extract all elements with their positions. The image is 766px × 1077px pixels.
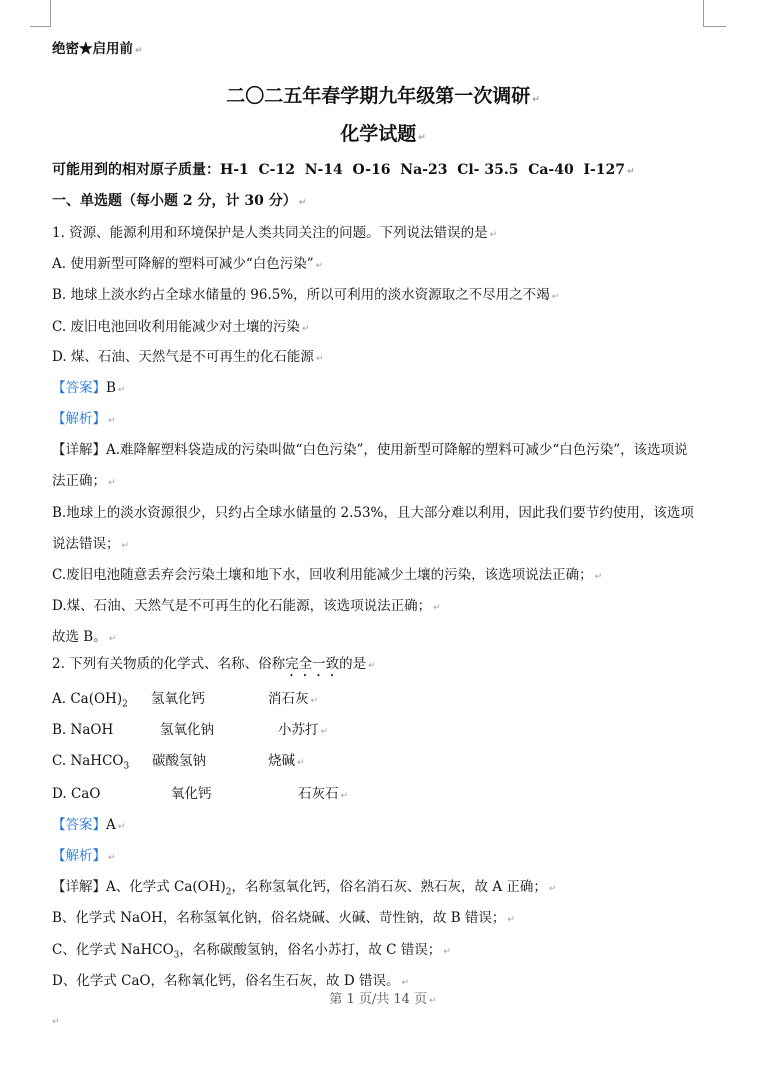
question-1-detail-b: B.地球上的淡水资源很少，只约占全球水储量的 2.53%，且大部分难以利用，因此我们要节约使用，该选项	[52, 505, 694, 521]
paragraph-mark-icon: ↵	[507, 915, 515, 925]
question-2-option-c: C. NaHCO$_3$ 碳酸氢钠 烧碱 ↵	[52, 753, 305, 772]
question-2-option-d: D. CaO 氧化钙 石灰石 ↵	[52, 786, 349, 802]
question-1-option-d: D. 煤、石油、天然气是不可再生的化石能源 ↵	[52, 349, 324, 365]
paragraph-mark-icon: ↵	[368, 661, 376, 671]
paragraph-mark-icon: ↵	[418, 133, 426, 143]
atomic-masses: 可能用到的相对原子质量：H-1 C-12 N-14 O-16 Na-23 Cl- 35.5 Ca-40 I-127 ↵	[52, 162, 635, 178]
paragraph-mark-icon: ↵	[551, 292, 560, 302]
question-1-detail-a-cont: 法正确； ↵	[52, 473, 116, 489]
crop-mark-right	[703, 0, 726, 27]
question-1-stem: 1. 资源、能源利用和环境保护是人类共同关注的问题。下列说法错误的是 ↵	[52, 225, 498, 241]
page-subtitle: 化学试题 ↵	[340, 123, 426, 145]
trailing-paragraph	[52, 1011, 60, 1031]
answer-tag: 【答案】	[52, 380, 106, 396]
question-2-detail-d: D、化学式 CaO，名称氧化钙，俗名生石灰，故 D 错误。 ↵	[52, 973, 410, 989]
detail-tag: 【详解】	[52, 879, 106, 895]
question-1-option-c: C. 废旧电池回收利用能减少对土壤的污染 ↵	[52, 319, 310, 335]
question-1-answer: 【答案】B ↵	[52, 380, 126, 396]
paragraph-mark-icon: ↵	[315, 261, 324, 271]
question-1-detail-b-cont: 说法错误； ↵	[52, 536, 130, 552]
paragraph-mark-icon: ↵	[297, 758, 305, 768]
question-2-option-a: A. $Ca(OH)_2$ 氢氧化钙 消石灰 ↵	[52, 691, 319, 710]
question-2-detail-c: C、化学式 NaHCO$_3$，名称碳酸氢钠，俗名小苏打，故 C 错误； ↵	[52, 942, 451, 961]
question-2-answer: 【答案】A ↵	[52, 817, 126, 833]
paragraph-mark-icon: ↵	[52, 1017, 60, 1027]
section-heading: 一、单选题（每小题 2 分，计 30 分） ↵	[52, 193, 307, 209]
paragraph-mark-icon: ↵	[627, 167, 635, 177]
question-2-detail-a: 【详解】A、化学式 $Ca(OH)_2$，名称氢氧化钙，俗名消石灰、熟石灰，故 A 正确； ↵	[52, 879, 557, 898]
paragraph-mark-icon: ↵	[108, 853, 116, 863]
question-1-option-a: A. 使用新型可降解的塑料可减少“白色污染” ↵	[52, 256, 324, 272]
paragraph-mark-icon: ↵	[135, 46, 143, 56]
paragraph-mark-icon: ↵	[310, 696, 319, 706]
paragraph-mark-icon: ↵	[301, 324, 310, 334]
question-2-stem: 2. 下列有关物质的化学式、名称、俗称完全一致的是 ↵	[52, 656, 376, 672]
paragraph-mark-icon: ↵	[320, 727, 329, 737]
question-1-detail-d: D.煤、石油、天然气是不可再生的化石能源，该选项说法正确； ↵	[52, 598, 441, 614]
question-2-detail-b: B、化学式 NaOH，名称氢氧化钠，俗名烧碱、火碱、苛性钠，故 B 错误； ↵	[52, 910, 515, 926]
answer-tag: 【答案】	[52, 817, 106, 833]
paragraph-mark-icon: ↵	[108, 478, 116, 488]
page-footer: 第 1 页/共 14 页 ↵	[329, 992, 437, 1007]
question-2-analysis	[52, 847, 116, 867]
paragraph-mark-icon: ↵	[315, 354, 324, 364]
emphasis-text: 完全一致	[285, 656, 340, 672]
paragraph-mark-icon: ↵	[429, 996, 437, 1006]
paragraph-mark-icon: ↵	[489, 230, 498, 240]
paragraph-mark-icon: ↵	[532, 95, 540, 105]
question-1-option-b: B. 地球上淡水约占全球水储量的 96.5%，所以可利用的淡水资源取之不尽用之不竭 ↵	[52, 287, 560, 303]
paragraph-mark-icon: ↵	[117, 822, 126, 832]
question-1-detail-a: 【详解】A.难降解塑料袋造成的污染叫做“白色污染”，使用新型可降解的塑料可减少“白色污染”，该选项说	[52, 442, 688, 458]
paragraph-mark-icon: ↵	[298, 198, 307, 208]
question-1-detail-c: C.废旧电池随意丢弃会污染土壤和地下水，回收利用能减少土壤的污染，该选项说法正确； ↵	[52, 567, 603, 583]
question-2-option-b: B. NaOH 氢氧化钠 小苏打 ↵	[52, 722, 329, 738]
analysis-tag: 【解析】	[52, 411, 106, 427]
crop-mark-left	[30, 0, 51, 27]
paragraph-mark-icon: ↵	[117, 385, 126, 395]
paragraph-mark-icon: ↵	[108, 634, 117, 644]
analysis-tag: 【解析】	[52, 848, 106, 864]
paragraph-mark-icon: ↵	[443, 947, 451, 957]
detail-tag: 【详解】	[52, 442, 106, 458]
paragraph-mark-icon: ↵	[594, 572, 603, 582]
paragraph-mark-icon: ↵	[433, 603, 441, 613]
paragraph-mark-icon: ↵	[401, 978, 410, 988]
page-title: 二〇二五年春学期九年级第一次调研 ↵	[226, 85, 540, 107]
paragraph-mark-icon: ↵	[108, 416, 116, 426]
paragraph-mark-icon: ↵	[340, 791, 349, 801]
question-1-analysis	[52, 410, 116, 430]
paragraph-mark-icon: ↵	[121, 541, 130, 551]
question-1-conclusion: 故选 B。 ↵	[52, 629, 117, 645]
paragraph-mark-icon: ↵	[548, 884, 557, 894]
confidential-header: 绝密★启用前 ↵	[52, 41, 143, 57]
